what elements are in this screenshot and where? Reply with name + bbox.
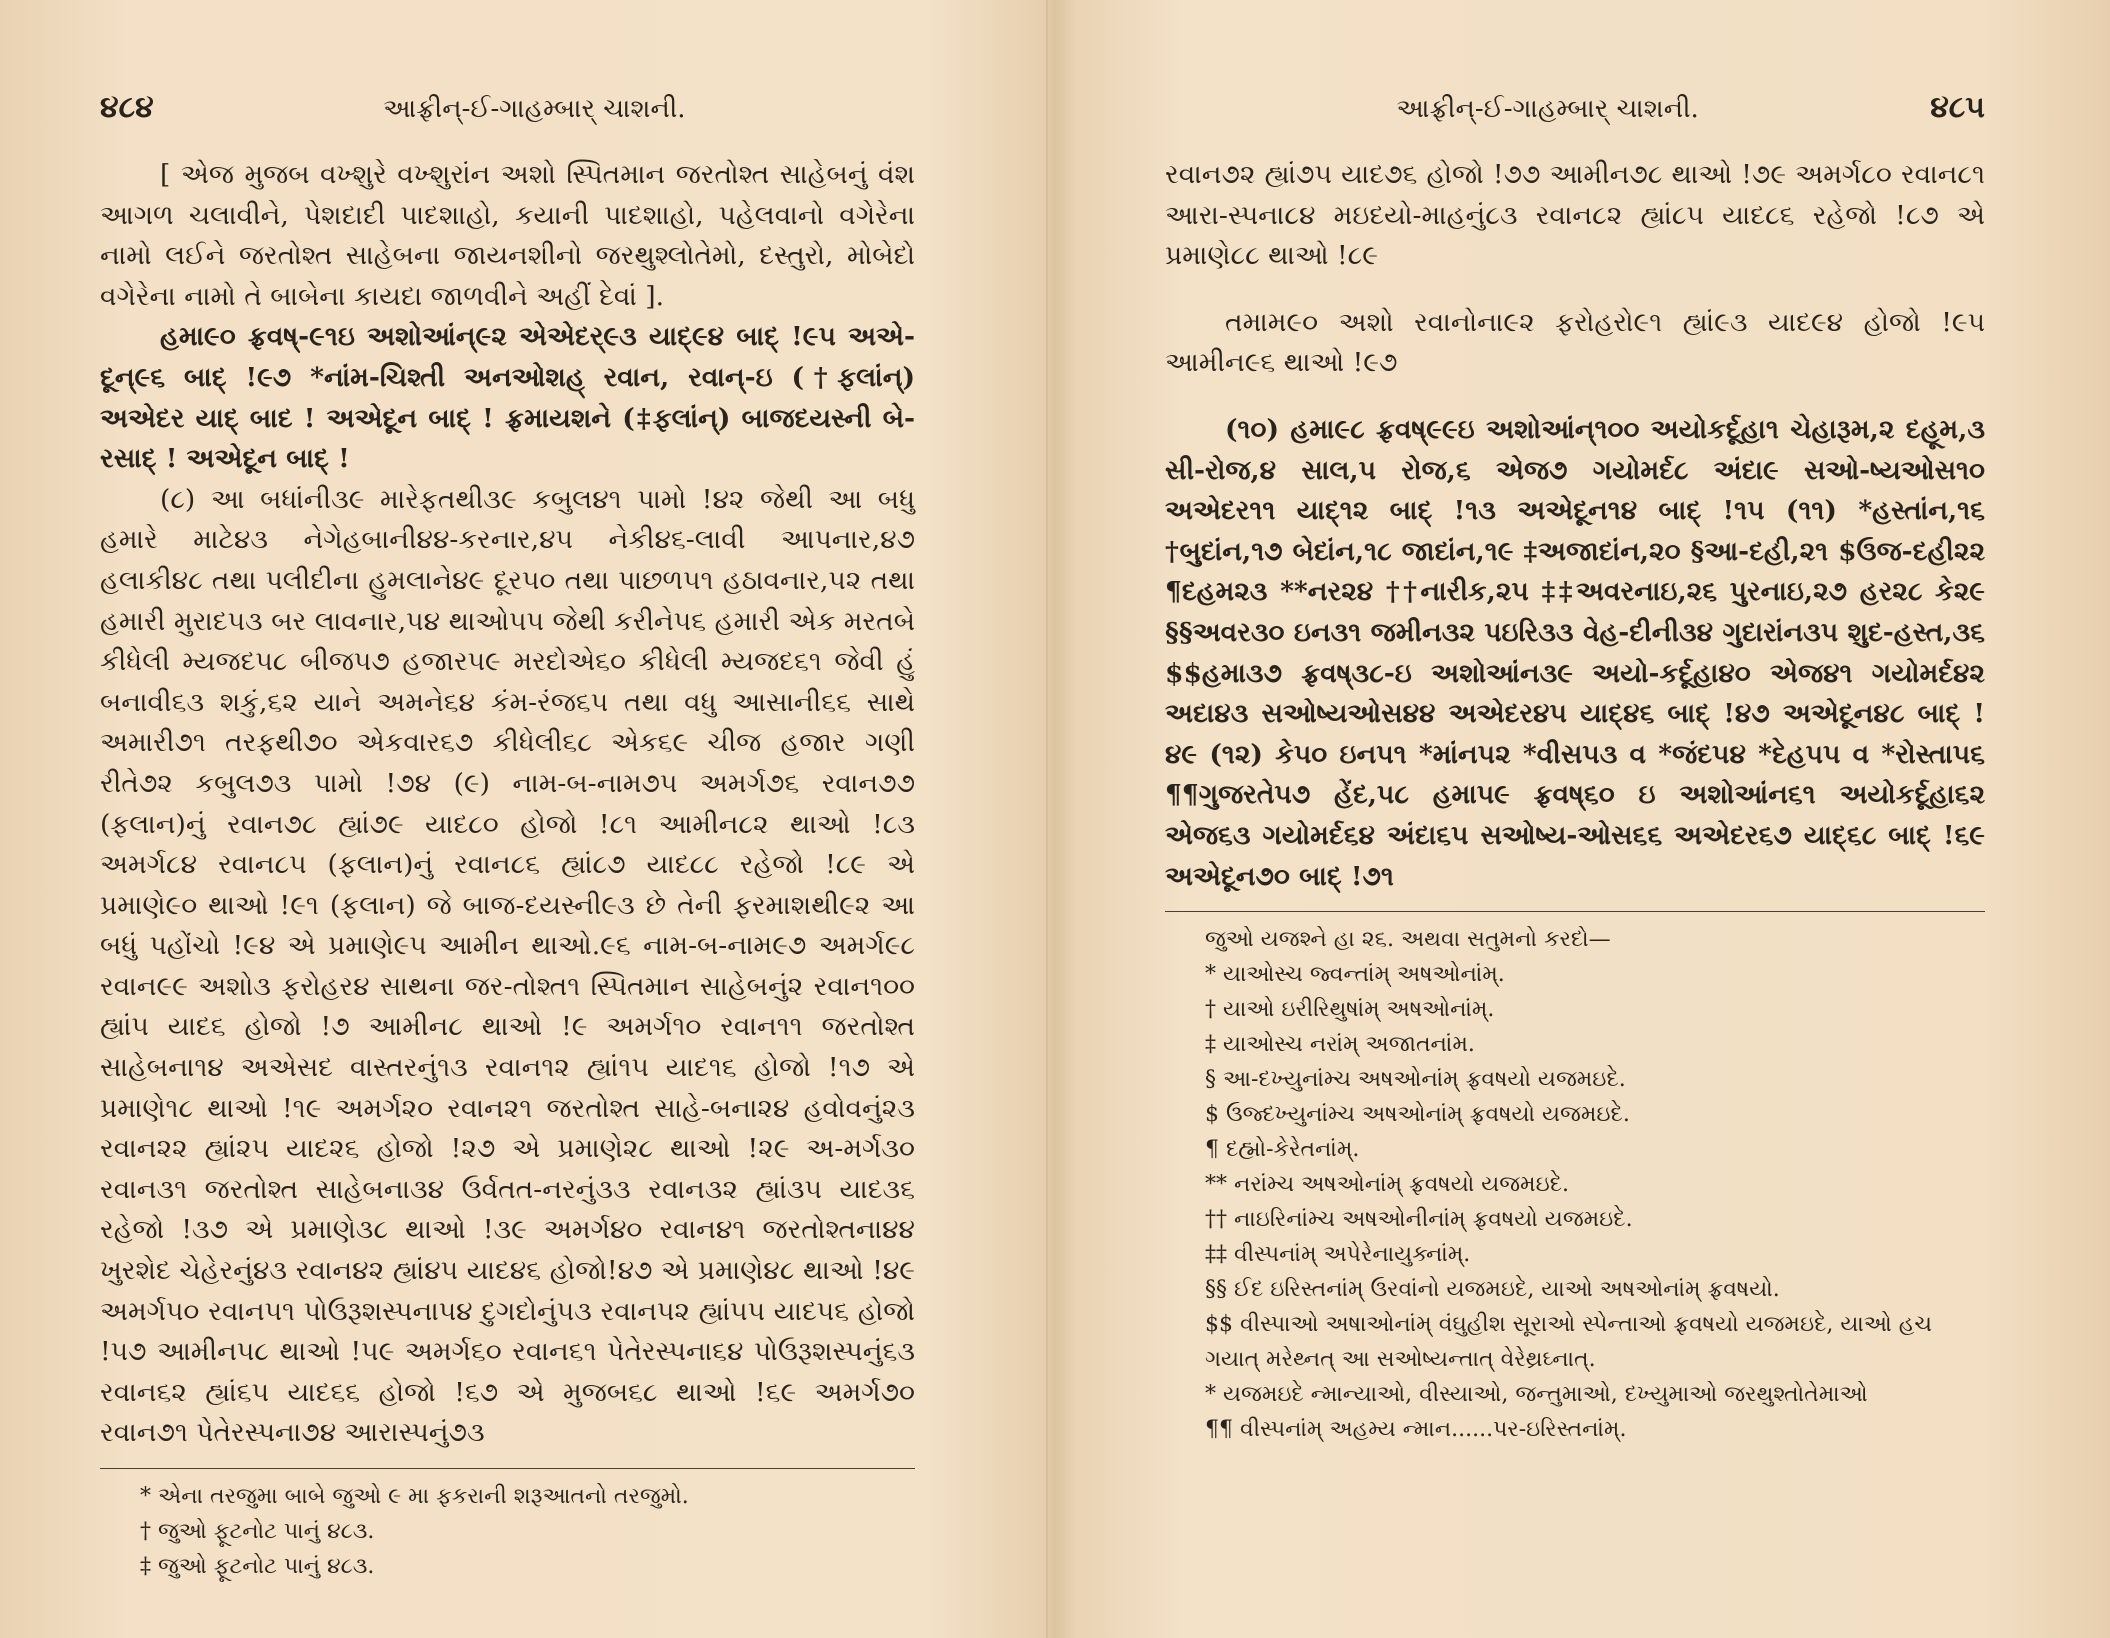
- right-page-number: ૪૮૫: [1930, 90, 1985, 125]
- right-paragraph-1: રવાન૭૨ હ્યાં૭૫ યાદ૭૬ હોજો !૭૭ આમીન૭૮ થાઓ !૭૯ અમર્ગ૮૦ રવાન૮૧ આરા-સ્પના૮૪ મઇદયો-માહનું૮૩ રવાન૮૨ હ્યાં૮૫ યાદ૮૬ રહેજો !૮૭ એ પ્રમાણે૮૮ થાઓ !૮૯: [1165, 159, 1985, 272]
- right-footnote: * યજમઇદે ન્માન્યાઓ, વીસ્યાઓ, જન્તુમાઓ, દખ્યુમાઓ જરથુશ્તોતેમાઓ: [1205, 1382, 1868, 1408]
- left-page-header: [100, 90, 915, 125]
- right-footnote: $ ઉજ્દખ્યુનાંમ્ચ અષઓનાંમ્ ફ્રવષયો યજમઇદે.: [1205, 1102, 1630, 1128]
- right-footnote-intro: જુઓ યજશ્ને હા ૨૬. અથવા સતુમનો કરદો—: [1205, 927, 1611, 953]
- right-paragraph-2: તમામ૯૦ અશો રવાનોના૯૨ ફરોહરો૯૧ હ્યાં૯૩ યાદ૯૪ હોજો !૯૫ આમીન૯૬ થાઓ !૯૭: [1165, 306, 1985, 379]
- left-paragraph-3: (૮) આ બધાંની૩૯ મારેફતથી૩૯ કબુલ૪૧ પામો !૪૨ જેથી આ બધુ હમારે માટે૪૩ નેગેહબાની૪૪-કરનાર,૪૫ નેકી૪૬-લાવી આપનાર,૪૭ હલાકી૪૮ તથા પલીદીના હુમલાને૪૯ દૂર૫૦ તથા પાછળ૫૧ હઠાવનાર,૫૨ તથા હમારી મુરાદ૫૩ બર લાવનાર,૫૪ થાઓ૫૫ જેથી કરીને૫૬ હમારી એક મરતબે કીધેલી મ્યજદ૫૮ બીજ૫૭ હજાર૫૯ મરદોએ૬૦ કીધેલી મ્યજદ૬૧ જેવી હું બનાવી૬૩ શકું,૬૨ યાને અમને૬૪ કંમ-રંજ૬૫ તથા વધુ આસાની૬૬ સાથે અમારી૭૧ તરફથી૭૦ એકવાર૬૭ કીધેલી૬૮ એક૬૯ ચીજ હજાર ગણી રીતે૭૨ કબુલ૭૩ પામો !૭૪ (૯) નામ-બ-નામ૭૫ અમર્ગ૭૬ રવાન૭૭ (ફલાન)નું રવાન૭૮ હ્યાં૭૯ યાદ૮૦ હોજો !૮૧ આમીન૮૨ થાઓ !૮૩ અમર્ગ૮૪ રવાન૮૫ (ફલાન)નું રવાન૮૬ હ્યાં૮૭ યાદ૮૮ રહેજો !૮૯ એ પ્રમાણે૯૦ થાઓ !૯૧ (ફલાન) જે બાજ-દયસ્ની૯૩ છે તેની ફરમાશથી૯૨ આ બધું પહોંચો !૯૪ એ પ્રમાણે૯૫ આમીન થાઓ.૯૬ નામ-બ-નામ૯૭ અમર્ગ૯૮ રવાન૯૯ અશો૩ ફરોહર૪ સાથના જર-તોશ્ત૧ સ્પિતમાન સાહેબનું૨ રવાન૧૦૦ હ્યાં૫ યાદ૬ હોજો !૭ આમીન૮ થાઓ !૯ અમર્ગ૧૦ રવાન૧૧ જરતોશ્ત સાહેબના૧૪ અએસદ વાસ્તરનું૧૩ રવાન૧૨ હ્યાં૧૫ યાદ૧૬ હોજો !૧૭ એ પ્રમાણે૧૮ થાઓ !૧૯ અમર્ગ૨૦ રવાન૨૧ જરતોશ્ત સાહે-બના૨૪ હવોવનું૨૩ રવાન૨૨ હ્યાં૨૫ યાદ૨૬ હોજો !૨૭ એ પ્રમાણે૨૮ થાઓ !૨૯ અ-મર્ગ૩૦ રવાન૩૧ જરતોશ્ત સાહેબના૩૪ ઉર્વતત-નરનું૩૩ રવાન૩૨ હ્યાં૩૫ યાદ૩૬ રહેજો !૩૭ એ પ્રમાણે૩૮ થાઓ !૩૯ અમર્ગ૪૦ રવાન૪૧ જરતોશ્તના૪૪ ખુરશેદ ચેહેરનું૪૩ રવાન૪૨ હ્યાં૪૫ યાદ૪૬ હોજો!૪૭ એ પ્રમાણે૪૮ થાઓ !૪૯ અમર્ગ૫૦ રવાન૫૧ પોઉરૂશસ્પના૫૪ દુગદોનું૫૩ રવાન૫૨ હ્યાં૫૫ યાદ૫૬ હોજો !૫૭ આમીન૫૮ થાઓ !૫૯ અમર્ગ૬૦ રવાન૬૧ પેતેરસ્પના૬૪ પોઉરૂશસ્પનું૬૩ રવાન૬૨ હ્યાં૬૫ યાદ૬૬ હોજો !૬૭ એ મુજબ૬૮ થાઓ !૬૯ અમર્ગ૭૦ રવાન૭૧ પેતેરસ્પના૭૪ આરાસ્પનું૭૩: [100, 483, 915, 1449]
- right-footnote: ¶¶ વીસ્પનાંમ્ અહમ્ય ન્માન......પર-ઇરિસ્તનાંમ્.: [1205, 1417, 1627, 1443]
- left-footnotes: [100, 1479, 915, 1584]
- right-footnote: ** નરાંમ્ચ અષઓનાંમ્ ફ્રવષયો યજમઇદે.: [1205, 1172, 1570, 1198]
- right-footnote: † યાઓ ઇરીરિથુષાંમ્ અષઓનાંમ્.: [1205, 997, 1495, 1023]
- right-footnote: §§ ઈદ ઇરિસ્તનાંમ્ ઉરવાંનો યજમઇદે, યાઓ અષઓનાંમ્ ફ્રવષયો.: [1205, 1277, 1780, 1303]
- right-footnotes: [1165, 922, 1985, 1447]
- left-footnote-rule: [100, 1468, 915, 1469]
- left-footnote-2: † જુઓ ફૂટનોટ પાનું ૪૮૩.: [140, 1519, 375, 1544]
- right-page-body: [1165, 155, 1985, 897]
- paragraph-gap: [1165, 384, 1985, 410]
- left-running-title: આફ્રીન્-ઈ-ગાહમ્બાર્ ચાશની.: [383, 94, 686, 124]
- right-footnote: ‡ યાઓસ્ચ નરાંમ્ અજાતનાંમ.: [1205, 1032, 1475, 1058]
- right-paragraph-3: (૧૦) હમા૯૮ ફ્રવષ્૯૯ઇ અશોઆંન્૧૦૦ અયોકર્દૂહા૧ ચેહારૂમ,૨ દહૂમ,૩ સી-રોજ,૪ સાલ,૫ રોજ,૬ એજ૭ ગયોમર્દ૮ અંદા૯ સઓ-ષ્યઓસ૧૦ અએદર૧૧ યાદ્૧૨ બાદ્ !૧૩ અએદૂન૧૪ બાદ્ !૧૫ (૧૧) *હસ્તાંન,૧૬ †બુદાંન,૧૭ બેદાંન,૧૮ જાદાંન,૧૯ ‡અજાદાંન,૨૦ §આ-દહી,૨૧ $ઉજ-દહી૨૨ ¶દહમ૨૩ **નર૨૪ ††નારીક,૨૫ ‡‡અવરનાઇ,૨૬ પુરનાઇ,૨૭ હર૨૮ કે૨૯ §§અવર૩૦ ઇન૩૧ જમીન૩૨ પઇરિ૩૩ વેહ-દીની૩૪ ગુદારાંન૩૫ શુદ-હસ્ત,૩૬ $$હમા૩૭ ફ્રવષ્૩૮-ઇ અશોઆંન૩૯ અયો-કર્દૂહા૪૦ એજ૪૧ ગયોમર્દ૪૨ અદા૪૩ સઓષ્યઓસ૪૪ અએદર૪૫ યાદ્૪૬ બાદ્ !૪૭ અએદૂન૪૮ બાદ્ !૪૯ (૧૨) કે૫૦ ઇન૫૧ *માંન૫૨ *વીસ૫૩ વ *જંદ૫૪ *દેહ૫૫ વ *રોસ્તા૫૬ ¶¶ગુજરતે૫૭ હેંદ,૫૮ હમા૫૯ ફ્રવષ્૬૦ ઇ અશોઆંન૬૧ અયોકર્દૂહા૬૨ એજ૬૩ ગયોમર્દ૬૪ અંદા૬૫ સઓષ્ય-ઓસ૬૬ અએદર૬૭ યાદ્૬૮ બાદ્ !૬૯ અએદૂન૭૦ બાદ્ !૭૧: [1165, 413, 1985, 892]
- left-page-body: [100, 155, 915, 1454]
- right-page-header: [1165, 90, 1985, 125]
- left-footnote-1: * એના તરજુમા બાબે જુઓ ૯ મા ફકરાની શરૂઆતનો તરજુમો.: [140, 1484, 689, 1509]
- right-running-title: આફ્રીન્-ઈ-ગાહમ્બાર્ ચાશની.: [1396, 94, 1699, 124]
- right-footnote: ¶ દહ્મો-કેરેતનાંમ્.: [1205, 1137, 1360, 1163]
- right-footnote-rule: [1165, 911, 1985, 912]
- right-footnote: †† નાઇરિનાંમ્ચ અષઓનીનાંમ્ ફ્રવષયો યજમઇદે.: [1205, 1207, 1633, 1233]
- right-footnote: § આ-દખ્યુનાંમ્ચ અષઓનાંમ્ ફ્રવષયો યજમઇદે.: [1205, 1067, 1626, 1093]
- left-paragraph-2: હમા૯૦ ફ્રવષ્-૯૧ઇ અશોઆંન્૯૨ એએદર્૯૩ યાદ્૯૪ બાદ્ !૯૫ અએ-દૂન્૯૬ બાદ્ !૯૭ *નાંમ-ચિશ્તી અનઓશહ્ રવાન, રવાન્-ઇ (†ફલાંન્) અએદર યાદ્ બાદ ! અએદૂન બાદ્ ! ફ્રમાયશને (‡ફલાંન્) બાજદયસ્ની બે-રસાદ્ ! અએદૂન બાદ્ !: [100, 321, 915, 475]
- right-footnote: $$ વીસ્પાઓ અષાઓનાંમ્ વંઘુહીશ સૂરાઓ સ્પેન્તાઓ ફ્રવષયો યજમઇદે, યાઓ હચ ગયાત્ મરેથ્નત્ આ સઓષ્યન્તાત્ વેરેથ્રઘ્નાત્.: [1205, 1312, 1933, 1373]
- left-footnote-3: ‡ જુઓ ફૂટનોટ પાનું ૪૮૩.: [140, 1554, 375, 1579]
- right-page: [1165, 90, 1985, 1447]
- left-paragraph-1: [ એજ મુજબ વખ્શુરે વખ્શુરાંન અશો સ્પિતમાન જરતોશ્ત સાહેબનું વંશ આગળ ચલાવીને, પેશદાદી પાદશાહો, કયાની પાદશાહો, પહેલવાનો વગેરેના નામો લઈને જરતોશ્ત સાહેબના જાયનશીનો જરથુશ્લોતેમો, દસ્તુરો, મોબેદો વગેરેના નામો તે બાબેના કાયદા જાળવીને અહીં દેવાં ].: [100, 159, 915, 312]
- left-page: [100, 90, 915, 1584]
- book-gutter: [1046, 0, 1048, 1638]
- left-page-number: ૪૮૪: [100, 90, 154, 125]
- paragraph-gap: [1165, 277, 1985, 303]
- right-footnote: ‡‡ વીસ્પનાંમ્ અપેરેનાયુક્નાંમ્.: [1205, 1242, 1471, 1268]
- right-footnote: * યાઓસ્ચ જ્વન્તાંમ્ અષઓનાંમ્.: [1205, 962, 1505, 988]
